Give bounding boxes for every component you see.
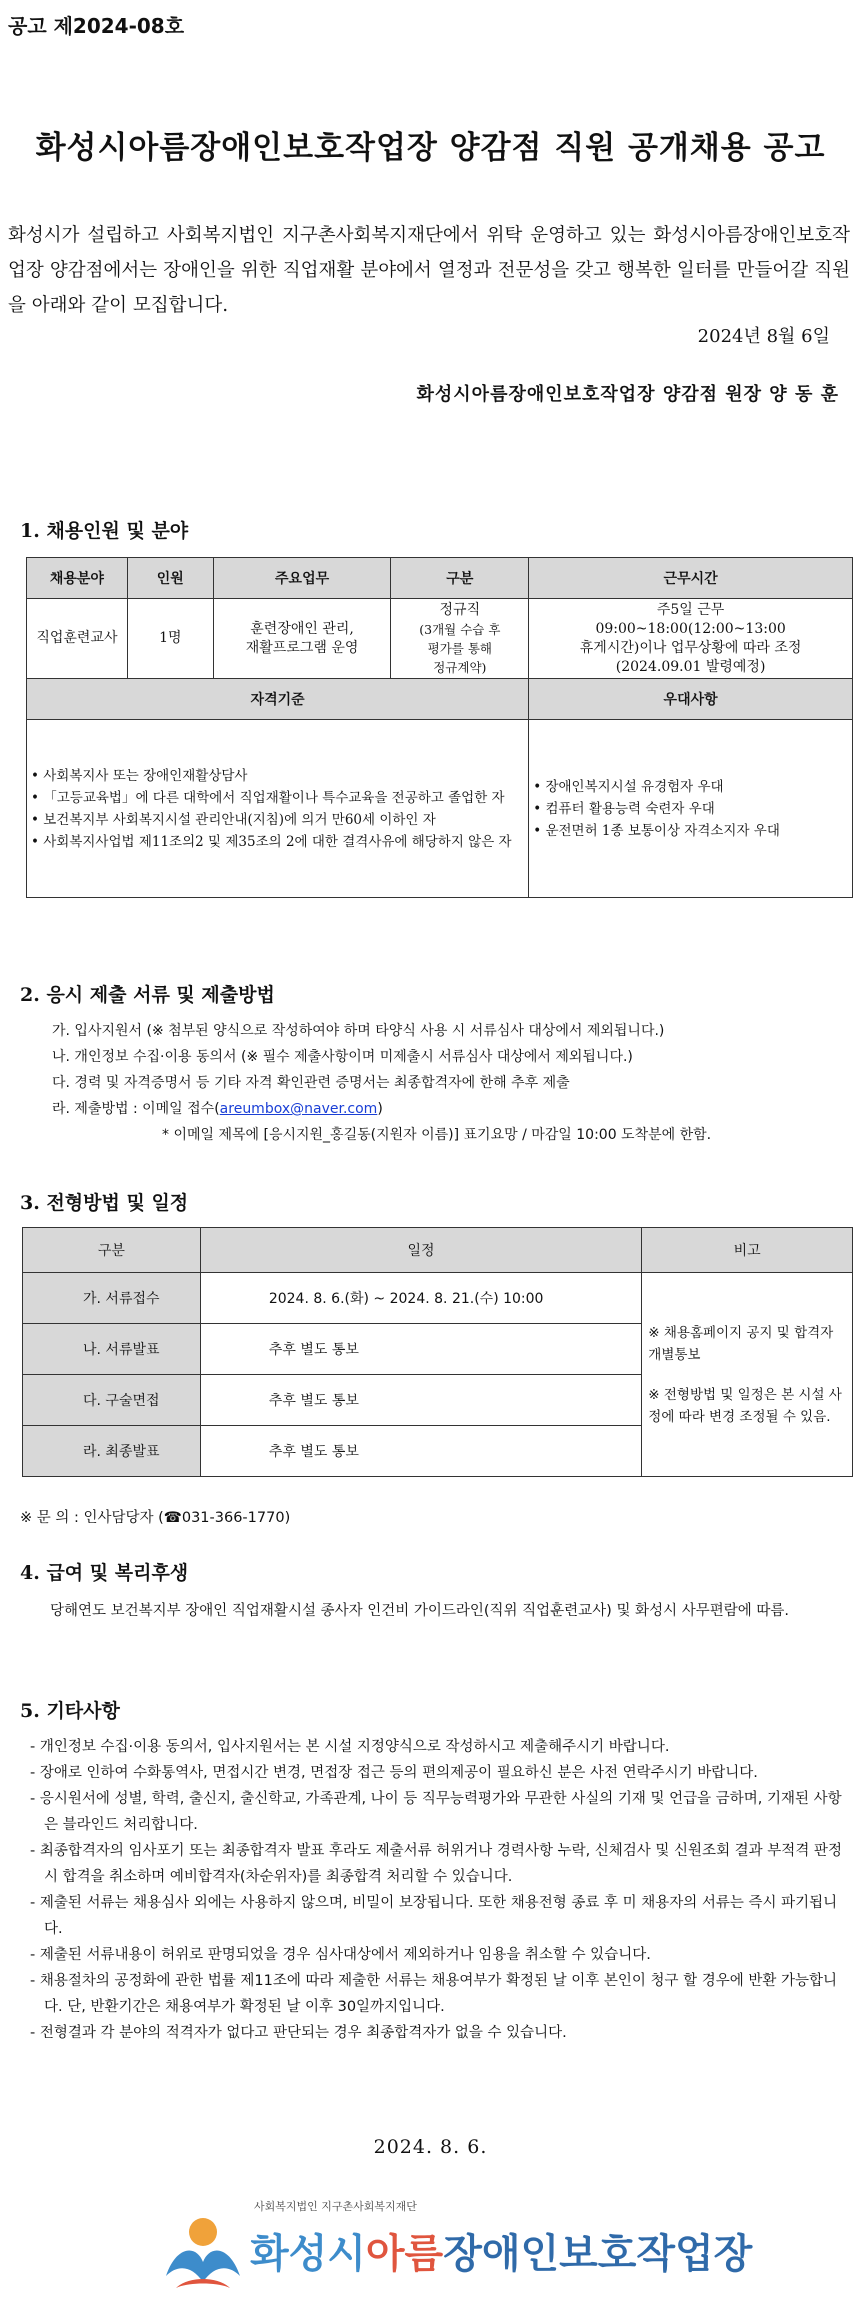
header-type: 구분 [391,558,529,599]
hours-line: 주5일 근무 [656,601,725,618]
submission-item-b: 나. 개인정보 수집·이용 동의서 (※ 필수 제출사항이며 미제출시 서류심사 대상에서 제외됩니다.) [52,1049,633,1065]
hours-line: 휴게시간)이나 업무상황에 따라 조정 [579,639,802,656]
email-link[interactable]: areumbox@naver.com [219,1101,378,1117]
issuer: 화성시아름장애인보호작업장 양감점 원장 양 동 훈 [416,384,839,405]
header-preferences: 우대사항 [529,679,853,720]
section-5-title: 5. 기타사항 [20,1700,120,1722]
qualification-item: • 보건복지부 사회복지시설 관리안내(지침)에 의거 만60세 이하인 자 [31,811,436,828]
hours-line: (2024.09.01 발령예정) [615,658,766,675]
organization-logo-icon [156,2206,250,2300]
cell-duties [213,599,391,679]
cell-hours [529,599,853,679]
preference-item: • 컴퓨터 활용능력 숙련자 우대 [533,800,715,817]
submission-item-d [52,1096,842,1122]
cell-type [391,599,529,679]
stage-cell: 라. 최종발표 [23,1426,201,1477]
qualification-item: • 사회복지사 또는 장애인재활상담사 [31,767,248,784]
type-line: 평가를 통해 [427,640,492,656]
other-note-item: - 전형결과 각 분야의 적격자가 없다고 판단되는 경우 최종합격자가 없을 수 있습니다. [30,2025,567,2041]
other-note-item: - 제출된 서류는 채용심사 외에는 사용하지 않으며, 비밀이 보장됩니다. 또한 채용전형 종료 후 미 채용자의 서류는 즉시 파기됩니다. [30,1895,838,1937]
logo-text-workshop: 장애인보호작업장 [443,2231,753,2277]
submission-item-a: 가. 입사지원서 (※ 첨부된 양식으로 작성하여야 하며 타양식 사용 시 서류심사 대상에서 제외됩니다.) [52,1023,665,1039]
schedule-table [22,1227,853,1477]
hours-line: 09:00~18:00(12:00~13:00 [595,620,786,637]
section-1-title: 1. 채용인원 및 분야 [20,520,189,542]
document-title: 화성시아름장애인보호작업장 양감점 직원 공개채용 공고 [35,130,826,166]
header-field: 채용분야 [27,558,128,599]
section-3-title: 3. 전형방법 및 일정 [20,1192,189,1214]
preference-item: • 장애인복지시설 유경험자 우대 [533,778,724,795]
schedule-note-cell [642,1273,853,1477]
stage-cell: 가. 서류접수 [23,1273,201,1324]
other-note-item: - 장애로 인하여 수화통역사, 면접시간 변경, 면접장 접근 등의 편의제공이 필요하신 분은 사전 연락주시기 바랍니다. [30,1765,758,1781]
schedule-header-row [23,1228,853,1273]
header-schedule: 일정 [200,1228,641,1273]
other-note-item: - 채용절차의 공정화에 관한 법률 제11조에 따라 제출한 서류는 채용여부가 확정된 날 이후 본인이 청구 할 경우에 반환 가능합니다. 단, 반환기간은 채용여부가 확정된 날 이후 30일까지입니다. [30,1973,837,2015]
organization-logo-text [250,2222,752,2279]
logo-subtitle: 사회복지법인 지구촌사회복지재단 [254,2200,417,2213]
other-note-item: - 제출된 서류내용이 허위로 판명되었을 경우 심사대상에서 제외하거나 임용을 취소할 수 있습니다. [30,1947,651,1963]
qualification-item: • 사회복지사업법 제11조의2 및 제35조의 2에 대한 결격사유에 해당하지 않은 자 [31,833,512,850]
intro-paragraph: 화성시가 설립하고 사회복지법인 지구촌사회복지재단에서 위탁 운영하고 있는 화성시아름장애인보호작업장 양감점에서는 장애인을 위한 직업재활 분야에서 열정과 전문성을 갖고 행복한 일터를 만들어갈 직원을 아래와 같이 모집합니다. [8,225,850,316]
qualification-header-row [27,679,853,720]
other-notes-list [30,1734,850,2046]
other-note-item: - 최종합격자의 임사포기 또는 최종합격자 발표 후라도 제출서류 허위거나 경력사항 누락, 신체검사 및 신원조회 결과 부적격 판정 시 합격을 취소하며 예비합격자(차순위자)를 최종합격 처리할 수 있습니다. [30,1843,842,1885]
type-line: (3개월 수습 후 [419,621,501,637]
logo-text-city: 화성시 [250,2231,366,2277]
header-duties: 주요업무 [213,558,391,599]
header-count: 인원 [127,558,213,599]
logo-text-areum: 아름 [365,2231,444,2277]
other-note-item: - 개인정보 수집·이용 동의서, 입사지원서는 본 시설 지정양식으로 작성하시고 제출해주시기 바랍니다. [30,1739,670,1755]
cell-field: 직업훈련교사 [27,599,128,679]
cell-count: 1명 [127,599,213,679]
recruitment-table [26,557,853,898]
salary-body: 당해연도 보건복지부 장애인 직업재활시설 종사자 인건비 가이드라인(직위 직업훈련교사) 및 화성시 사무편람에 따름. [50,1603,789,1619]
submission-item-c: 다. 경력 및 자격증명서 등 기타 자격 확인관련 증명서는 최종합격자에 한해 추후 제출 [52,1075,570,1091]
schedule-cell: 추후 별도 통보 [200,1324,641,1375]
issue-date: 2024년 8월 6일 [697,326,830,347]
header-hours: 근무시간 [529,558,853,599]
qualifications-cell [27,720,529,898]
email-subject-note: * 이메일 제목에 [응시지원_홍길동(지원자 이름)] 표기요망 / 마감일 10:00 도착분에 한함. [162,1127,712,1143]
submission-method-label: 라. 제출방법 : 이메일 접수( [52,1101,220,1117]
preferences-cell [529,720,853,898]
notice-number: 공고 제2024-08호 [8,14,185,38]
other-note-item: - 응시원서에 성별, 학력, 출신지, 출신학교, 가족관계, 나이 등 직무능력평가와 무관한 사실의 기재 및 언급을 금하며, 기재된 사항은 블라인드 처리합니다. [30,1791,842,1833]
header-qualifications: 자격기준 [27,679,529,720]
recruitment-row [27,599,853,679]
header-note: 비고 [642,1228,853,1273]
duties-line: 훈련장애인 관리, [250,620,354,637]
stage-cell: 다. 구술면접 [23,1375,201,1426]
schedule-note: ※ 채용홈페이지 공지 및 합격자 개별통보 [648,1324,834,1363]
type-line: 정규직 [439,601,481,618]
schedule-note: ※ 전형방법 및 일정은 본 시설 사정에 따라 변경 조정될 수 있음. [648,1386,842,1425]
contact-info: ※ 문 의 : 인사담당자 (☎031-366-1770) [20,1510,291,1526]
recruitment-header-row [27,558,853,599]
schedule-cell: 추후 별도 통보 [200,1426,641,1477]
duties-line: 재활프로그램 운영 [245,639,359,656]
type-line: 정규계약) [433,659,487,675]
section-2-title: 2. 응시 제출 서류 및 제출방법 [20,984,275,1006]
submission-list [52,1018,842,1148]
schedule-cell: 2024. 8. 6.(화) ~ 2024. 8. 21.(수) 10:00 [200,1273,641,1324]
preference-item: • 운전면허 1종 보통이상 자격소지자 우대 [533,822,780,839]
footer-date: 2024. 8. 6. [373,2136,488,2158]
schedule-cell: 추후 별도 통보 [200,1375,641,1426]
stage-cell: 나. 서류발표 [23,1324,201,1375]
qualification-row [27,720,853,898]
qualification-item: • 「고등교육법」에 다른 대학에서 직업재활이나 특수교육을 전공하고 졸업한 자 [31,789,505,806]
schedule-row [23,1273,853,1324]
section-4-title: 4. 급여 및 복리후생 [20,1562,189,1584]
submission-method-close: ) [377,1101,383,1117]
header-stage: 구분 [23,1228,201,1273]
